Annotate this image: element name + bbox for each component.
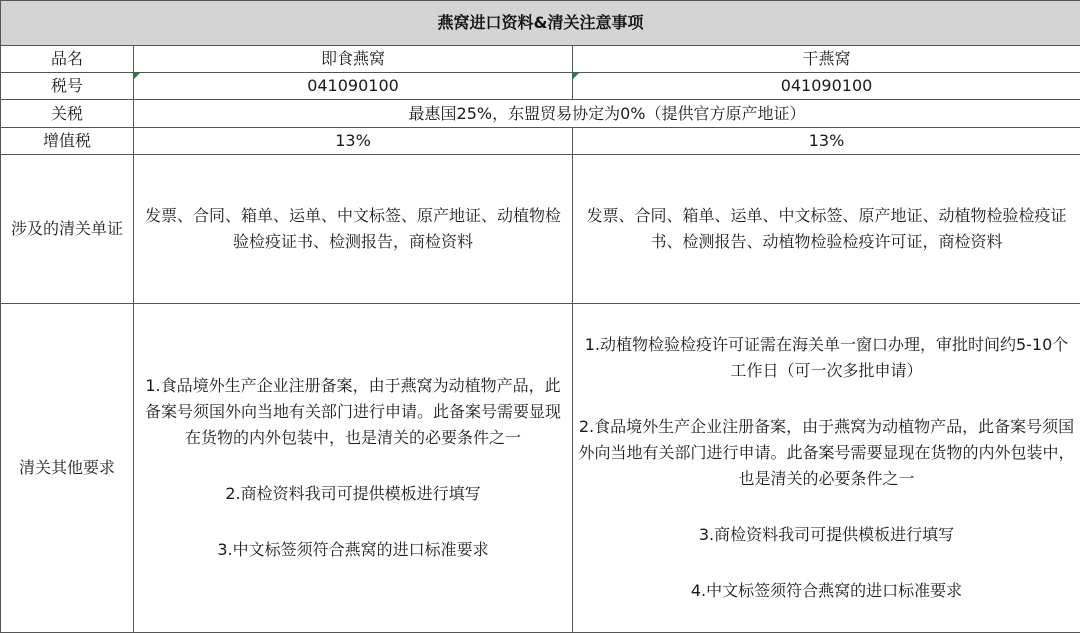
sheet-title[interactable]: 燕窝进口资料&清关注意事项 [1,1,1080,46]
requirement-col1-item-3: 3.中文标签须符合燕窝的进口标准要求 [217,540,489,560]
paragraph-gap [577,384,1076,414]
requirement-col1-item-1: 1.食品境外生产企业注册备案，由于燕窝为动植物产品，此备案号须国外向当地有关部门进行申请。此备案号需要显现在货物的内外包装中，也是清关的必要条件之一 [144,376,561,448]
paragraph-gap [138,507,568,537]
paragraph-gap [577,548,1076,578]
row-label-requirements[interactable]: 清关其他要求 [1,304,134,633]
requirement-col1-item-2: 2.商检资料我司可提供模板进行填写 [225,484,481,504]
header-dried-birds-nest[interactable]: 干燕窝 [573,46,1080,73]
requirements-col2[interactable] [573,304,1080,633]
row-label-tax-code[interactable]: 税号 [1,73,134,100]
documents-col2[interactable]: 发票、合同、箱单、运单、中文标签、原产地证、动植物检验检疫证书、检测报告、动植物检验检疫许可证，商检资料 [573,154,1080,304]
tariff-value[interactable]: 最惠国25%，东盟贸易协定为0%（提供官方原产地证） [134,100,1080,127]
row-label-tariff[interactable]: 关税 [1,100,134,127]
vat-col2[interactable]: 13% [573,127,1080,154]
row-label-documents[interactable]: 涉及的清关单证 [1,154,134,304]
vat-col1[interactable]: 13% [134,127,573,154]
tax-code-col1[interactable]: 041090100 [134,73,573,100]
requirements-col1[interactable] [134,304,573,633]
paragraph-gap [138,451,568,481]
tax-code-col2[interactable]: 041090100 [573,73,1080,100]
header-ready-to-eat-birds-nest[interactable]: 即食燕窝 [134,46,573,73]
requirement-col2-item-2: 2.食品境外生产企业注册备案，由于燕窝为动植物产品，此备案号须国外向当地有关部门进行申请。此备案号需要显现在货物的内外包装中，也是清关的必要条件之一 [578,417,1075,489]
header-label-product-name[interactable]: 品名 [1,46,134,73]
requirement-col2-item-4: 4.中文标签须符合燕窝的进口标准要求 [690,581,963,601]
requirement-col2-item-3: 3.商检资料我司可提供模板进行填写 [698,525,955,545]
documents-col1[interactable]: 发票、合同、箱单、运单、中文标签、原产地证、动植物检验检疫证书、检测报告，商检资料 [134,154,573,304]
requirement-col2-item-1: 1.动植物检验检疫许可证需在海关单一窗口办理，审批时间约5-10个工作日（可一次多批申请） [584,335,1069,381]
row-label-vat[interactable]: 增值税 [1,127,134,154]
paragraph-gap [577,492,1076,522]
